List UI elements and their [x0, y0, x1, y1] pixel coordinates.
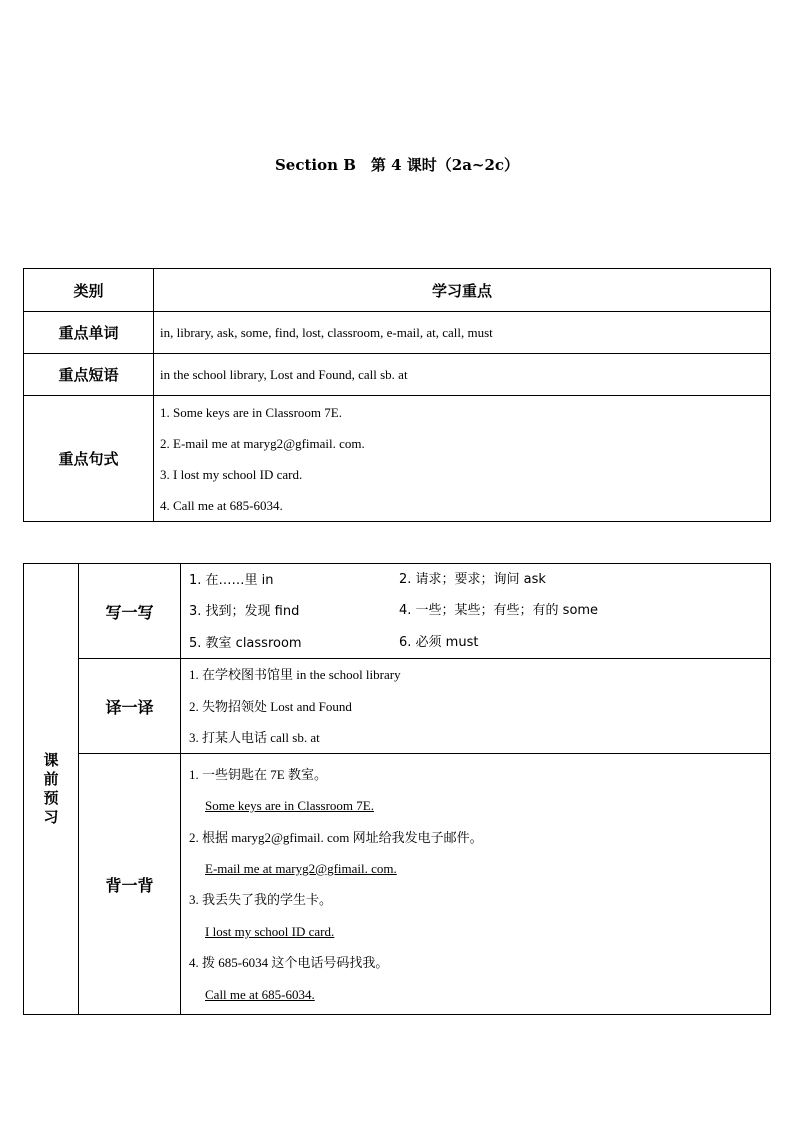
category-header: 类别 [24, 269, 154, 312]
sentence-item: 1. Some keys are in Classroom 7E. [160, 404, 342, 420]
recite-label: 背一背 [79, 754, 181, 1015]
page-title: Section B 第 4 课时（2a~2c） [274, 156, 520, 174]
table-row [24, 396, 771, 522]
list-item-cn: 2. 根据 maryg2@gfimail. com 网址给我发电子邮件。 [189, 829, 483, 845]
list-item: 1. 在……里 in 2. 请求；要求；询问 ask [189, 572, 546, 588]
answer-line: I lost my school ID card. [205, 923, 335, 939]
focus-table [23, 268, 771, 522]
answer-line: Some keys are in Classroom 7E. [205, 798, 374, 814]
key-phrases-content: in the school library, Lost and Found, call sb. at [154, 354, 771, 396]
list-item-cn: 3. 我丢失了我的学生卡。 [189, 892, 333, 908]
write-content [181, 564, 771, 659]
key-words-label: 重点单词 [24, 312, 154, 354]
write-label: 写一写 [79, 564, 181, 659]
list-item: 1. 在学校图书馆里 in the school library [189, 667, 401, 683]
recite-content [181, 754, 771, 1015]
preview-table [23, 563, 771, 1015]
list-item: 2. 失物招领处 Lost and Found [189, 698, 352, 714]
list-item: 3. 找到；发现 find 4. 一些；某些；有些；有的 some [189, 603, 599, 620]
key-phrases-label: 重点短语 [24, 354, 154, 396]
sentence-item: 4. Call me at 685-6034. [160, 497, 283, 513]
translate-label: 译一译 [79, 659, 181, 754]
focus-header: 学习重点 [154, 269, 771, 312]
preview-side-label: 课前预习 [24, 564, 79, 1015]
key-words-content: in, library, ask, some, find, lost, classroom, e-mail, at, call, must [154, 312, 771, 354]
list-item: 3. 打某人电话 call sb. at [189, 729, 320, 745]
table-row [24, 354, 771, 396]
key-sentences-label: 重点句式 [24, 396, 154, 522]
translate-content [181, 659, 771, 754]
answer-line: Call me at 685-6034. [205, 986, 315, 1002]
list-item-cn: 4. 拨 685-6034 这个电话号码找我。 [189, 955, 389, 971]
key-sentences-content [154, 396, 771, 522]
list-item-cn: 1. 一些钥匙在 7E 教室。 [189, 766, 327, 782]
answer-line: E-mail me at maryg2@gfimail. com. [205, 860, 397, 876]
list-item: 5. 教室 classroom 6. 必须 must [189, 634, 479, 651]
sentence-item: 2. E-mail me at maryg2@gfimail. com. [160, 435, 365, 451]
sentence-item: 3. I lost my school ID card. [160, 466, 303, 482]
table-row [24, 312, 771, 354]
